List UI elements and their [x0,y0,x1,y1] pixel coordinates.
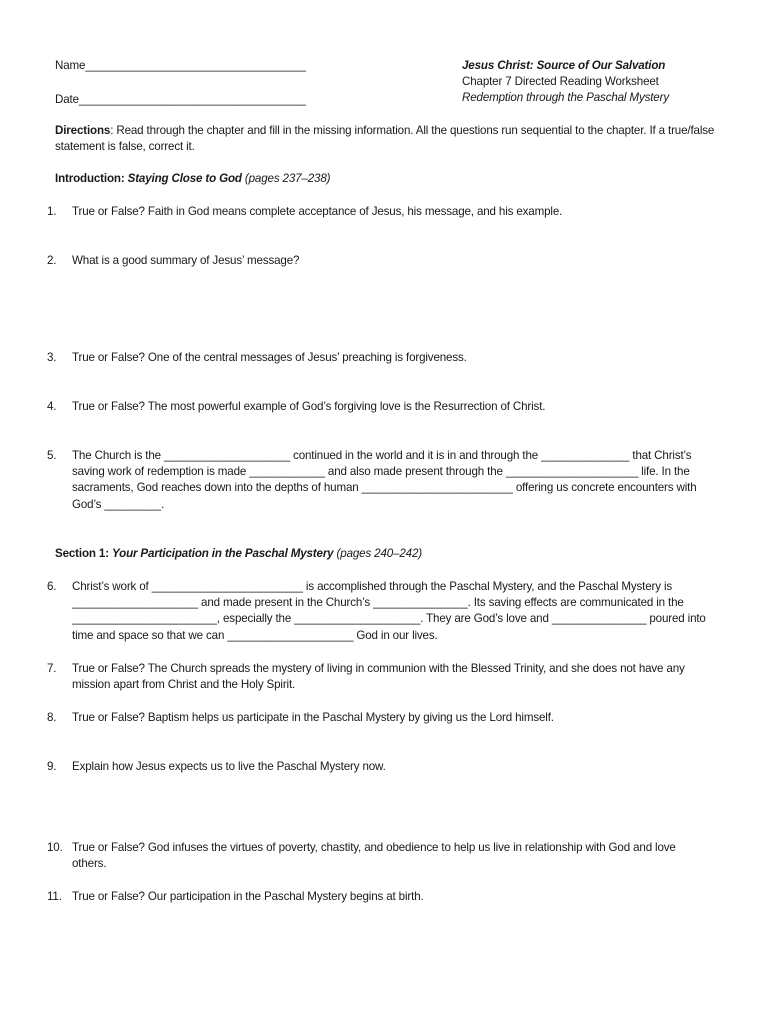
question-number: 3. [47,351,57,364]
question-number: 5. [47,449,57,462]
question-3 [47,350,712,366]
question-number: 4. [47,400,57,413]
question-number: 8. [47,711,57,724]
question-number: 6. [47,580,57,593]
question-text: True or False? Baptism helps us participate in the Paschal Mystery by giving us the Lord himself. [72,711,554,724]
question-number: 9. [47,760,57,773]
question-7 [47,661,712,693]
section-1-heading [55,546,715,562]
section-1-pages: (pages 240–242) [333,547,422,560]
directions-text: : Read through the chapter and fill in the missing information. All the questions run sequential to the chapter. If a true/false statement is false, correct it. [55,124,715,153]
question-number: 1. [47,205,57,218]
question-5 [47,448,712,513]
question-6 [47,579,712,644]
question-number: 11. [47,890,62,903]
introduction-pages: (pages 237–238) [241,172,331,185]
date-line: Date____________________________________ [55,93,306,106]
question-text: What is a good summary of Jesus’ message? [72,254,300,267]
worksheet-heading [462,58,762,106]
question-text: True or False? Our participation in the Paschal Mystery begins at birth. [72,890,424,903]
question-1 [47,204,712,220]
book-title: Jesus Christ: Source of Our Salvation [462,59,666,72]
question-11 [47,889,712,905]
section-1-name: Your Participation in the Paschal Mystery [111,547,334,560]
student-info [55,58,355,126]
question-text: Christ’s work of ________________________ is accomplished through the Paschal Mystery, and the Paschal Mystery is ____________________ and made present in the Church’s _______________. Its saving effects are communicated in the _______________________, especially the ____________________. They are God’s love and _______________ poured into time and space so that we can ____________________ God in our lives. [72,580,706,642]
introduction-label: Introduction: [55,172,128,185]
introduction-name: Staying Close to God [127,172,242,185]
section-1-label: Section 1: [55,547,112,560]
question-number: 10. [47,841,63,854]
question-10 [47,840,712,872]
question-8 [47,710,712,726]
chapter-subtitle: Chapter 7 Directed Reading Worksheet [462,75,659,88]
introduction-heading [55,171,715,187]
question-text: True or False? One of the central messages of Jesus’ preaching is forgiveness. [72,351,467,364]
question-text: True or False? The Church spreads the mystery of living in communion with the Blessed Trinity, and she does not have any mission apart from Christ and the Holy Spirit. [72,662,685,692]
question-text: True or False? Faith in God means complete acceptance of Jesus, his message, and his example. [72,205,563,218]
directions-label: Directions [55,124,111,137]
question-text: The Church is the ____________________ continued in the world and it is in and through the ______________ that Christ’s saving work of redemption is made ____________ and also made present through the _____________________ life. In the sacraments, God reaches down into the depths of human ________________________ offering us concrete encounters with God’s _________. [72,449,697,511]
question-text: Explain how Jesus expects us to live the Paschal Mystery now. [72,760,386,773]
name-line: Name___________________________________ [55,59,306,72]
question-2 [47,253,712,269]
question-text: True or False? God infuses the virtues of poverty, chastity, and obedience to help us live in relationship with God and love others. [72,841,676,871]
question-text: True or False? The most powerful example of God’s forgiving love is the Resurrection of Christ. [72,400,546,413]
question-9 [47,759,712,775]
question-number: 7. [47,662,57,675]
directions [55,123,720,155]
question-4 [47,399,712,415]
question-number: 2. [47,254,57,267]
chapter-topic: Redemption through the Paschal Mystery [462,91,669,104]
